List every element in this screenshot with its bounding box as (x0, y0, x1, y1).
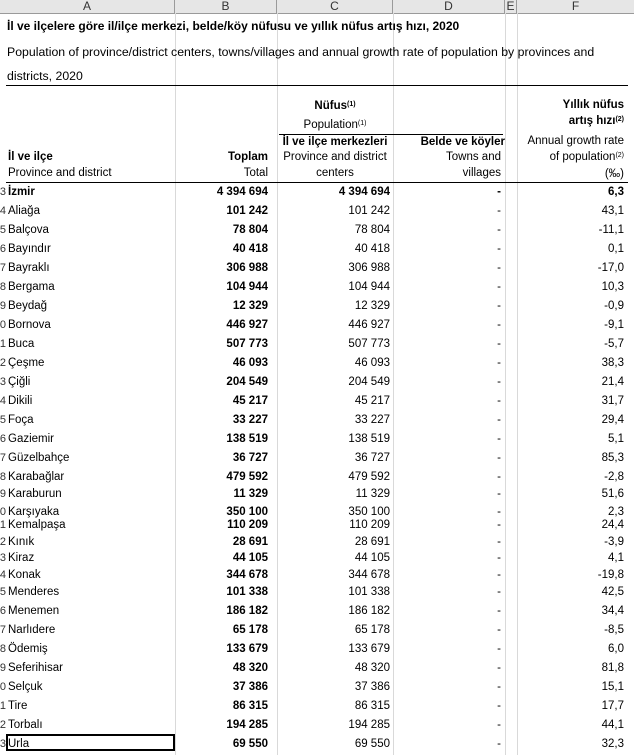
row-number[interactable]: 6 (0, 243, 6, 255)
header-merkez-en-2: centers (316, 167, 354, 179)
header-population: Population$^{(1)}$ (303, 119, 367, 131)
column-header-e[interactable]: E (505, 0, 517, 13)
header-province-district: Province and district (8, 167, 112, 179)
row-number[interactable]: 3 (0, 738, 6, 750)
row-villages-cell[interactable]: - (497, 243, 501, 255)
row-number[interactable]: 3 (0, 186, 6, 198)
row-centers-cell[interactable]: 46 093 (354, 357, 390, 369)
row-total-cell[interactable]: 40 418 (232, 243, 268, 255)
row-total-cell[interactable]: 138 519 (226, 433, 268, 445)
row-rate-cell[interactable]: 5,1 (608, 433, 624, 445)
row-rate-cell[interactable]: -11,1 (598, 224, 624, 236)
row-centers-cell[interactable]: 12 329 (354, 300, 390, 312)
row-villages-cell[interactable]: - (497, 552, 501, 564)
header-yillik-2: artış hızı$^{(2)}$ (568, 115, 624, 127)
row-name-cell[interactable]: Bayındır (8, 243, 51, 255)
row-number[interactable]: 5 (0, 414, 6, 426)
row-number[interactable]: 4 (0, 569, 6, 581)
row-villages-cell[interactable]: - (497, 662, 501, 674)
row-villages-cell[interactable]: - (497, 519, 501, 531)
row-rate-cell[interactable]: 29,4 (601, 414, 624, 426)
row-number[interactable]: 0 (0, 681, 6, 693)
row-rate-cell[interactable]: 24,4 (601, 519, 624, 531)
row-number[interactable]: 7 (0, 452, 6, 464)
row-rate-cell[interactable]: -17,0 (597, 262, 624, 274)
row-rate-cell[interactable]: 34,4 (601, 605, 624, 617)
row-name-cell[interactable]: Beydağ (8, 300, 48, 312)
row-number[interactable]: 7 (0, 624, 6, 636)
column-header-c[interactable]: C (277, 0, 393, 13)
row-centers-cell[interactable]: 86 315 (354, 700, 390, 712)
row-villages-cell[interactable]: - (497, 205, 501, 217)
row-rate-cell[interactable]: 10,3 (601, 281, 624, 293)
table-row[interactable] (0, 354, 634, 372)
row-villages-cell[interactable]: - (497, 506, 501, 518)
row-total-cell[interactable]: 104 944 (226, 281, 268, 293)
row-centers-cell[interactable]: 479 592 (348, 471, 390, 483)
row-total-cell[interactable]: 65 178 (232, 624, 268, 636)
header-annual-2: of population$^{(2)}$ (549, 151, 624, 163)
row-number[interactable]: 6 (0, 433, 6, 445)
row-number[interactable]: 4 (0, 205, 6, 217)
row-centers-cell[interactable]: 44 105 (354, 552, 390, 564)
row-name-cell[interactable]: Aliağa (8, 205, 40, 217)
row-name-cell[interactable]: Karaburun (8, 488, 62, 500)
row-rate-cell[interactable]: 51,6 (601, 488, 624, 500)
row-total-cell[interactable]: 507 773 (226, 338, 268, 350)
row-villages-cell[interactable]: - (497, 395, 501, 407)
row-name-cell[interactable]: Menderes (8, 586, 60, 598)
row-rate-cell[interactable]: 81,8 (601, 662, 624, 674)
row-centers-cell[interactable]: 48 320 (354, 662, 390, 674)
row-number[interactable]: 0 (0, 506, 6, 518)
row-number[interactable]: 5 (0, 224, 6, 236)
row-rate-cell[interactable]: 85,3 (601, 452, 624, 464)
row-total-cell[interactable]: 350 100 (226, 506, 268, 518)
row-centers-cell[interactable]: 37 386 (354, 681, 390, 693)
table-row[interactable] (0, 259, 634, 277)
row-rate-cell[interactable]: 43,1 (601, 205, 624, 217)
row-number[interactable]: 4 (0, 395, 6, 407)
table-row[interactable] (0, 602, 634, 620)
column-header-b[interactable]: B (175, 0, 277, 13)
column-header-a[interactable]: A (0, 0, 175, 13)
row-villages-cell[interactable]: - (497, 569, 501, 581)
row-rate-cell[interactable]: -8,5 (604, 624, 624, 636)
sheet-title: İl ve ilçelere göre il/ilçe merkezi, belde/köy nüfusu ve yıllık nüfus artış hızı, 2020 (7, 19, 460, 33)
row-total-cell[interactable]: 4 394 694 (216, 186, 268, 198)
header-belde: Belde ve köyler (420, 136, 505, 148)
row-total-cell[interactable]: 44 105 (232, 552, 268, 564)
row-total-cell[interactable]: 86 315 (232, 700, 268, 712)
header-villages: villages (462, 167, 501, 179)
row-centers-cell[interactable]: 101 338 (348, 586, 390, 598)
row-centers-cell[interactable]: 69 550 (354, 738, 390, 750)
row-number[interactable]: 3 (0, 552, 6, 564)
table-row[interactable] (0, 485, 634, 503)
row-name-cell[interactable]: Foça (8, 414, 34, 426)
row-total-cell[interactable]: 28 691 (232, 536, 268, 548)
table-row[interactable] (0, 221, 634, 239)
row-total-cell[interactable]: 344 678 (226, 569, 268, 581)
row-name-cell[interactable]: Menemen (8, 605, 60, 617)
row-name-cell[interactable]: Kemalpaşa (8, 519, 66, 531)
row-rate-cell[interactable]: 21,4 (601, 376, 624, 388)
row-villages-cell[interactable]: - (497, 738, 501, 750)
row-rate-cell[interactable]: 44,1 (601, 719, 624, 731)
row-villages-cell[interactable]: - (497, 262, 501, 274)
row-rate-cell[interactable]: -2,8 (604, 471, 624, 483)
row-total-cell[interactable]: 446 927 (226, 319, 268, 331)
row-centers-cell[interactable]: 194 285 (348, 719, 390, 731)
row-total-cell[interactable]: 204 549 (226, 376, 268, 388)
row-centers-cell[interactable]: 11 329 (355, 488, 390, 500)
row-number[interactable]: 1 (0, 519, 6, 531)
row-total-cell[interactable]: 37 386 (232, 681, 268, 693)
table-row[interactable] (0, 297, 634, 315)
table-row[interactable] (0, 335, 634, 353)
row-number[interactable]: 3 (0, 376, 6, 388)
row-total-cell[interactable]: 101 338 (226, 586, 268, 598)
row-name-cell[interactable]: Konak (8, 569, 41, 581)
table-row[interactable] (0, 430, 634, 448)
table-row[interactable] (0, 583, 634, 601)
header-top-border (6, 85, 628, 86)
row-rate-cell[interactable]: 15,1 (601, 681, 624, 693)
table-row[interactable] (0, 640, 634, 658)
row-villages-cell[interactable]: - (497, 338, 501, 350)
header-merkez-en-1: Province and district (283, 151, 387, 163)
row-centers-cell[interactable]: 344 678 (348, 569, 390, 581)
table-row[interactable] (0, 566, 634, 584)
table-row[interactable] (0, 373, 634, 391)
row-total-cell[interactable]: 78 804 (232, 224, 268, 236)
row-villages-cell[interactable]: - (497, 414, 501, 426)
table-row[interactable] (0, 468, 634, 486)
row-number[interactable]: 1 (0, 700, 6, 712)
row-rate-cell[interactable]: 4,1 (608, 552, 624, 564)
row-name-cell[interactable]: Karşıyaka (8, 506, 60, 518)
row-centers-cell[interactable]: 204 549 (348, 376, 390, 388)
row-villages-cell[interactable]: - (497, 319, 501, 331)
header-towns: Towns and (446, 151, 501, 163)
table-row[interactable] (0, 183, 634, 201)
table-row[interactable] (0, 678, 634, 696)
row-centers-cell[interactable]: 138 519 (348, 433, 390, 445)
row-total-cell[interactable]: 194 285 (226, 719, 268, 731)
row-name-cell[interactable]: Çeşme (8, 357, 45, 369)
row-centers-cell[interactable]: 36 727 (354, 452, 390, 464)
row-rate-cell[interactable]: 0,1 (608, 243, 624, 255)
row-number[interactable]: 9 (0, 300, 6, 312)
row-rate-cell[interactable]: -19,8 (597, 569, 624, 581)
row-total-cell[interactable]: 46 093 (232, 357, 268, 369)
row-villages-cell[interactable]: - (497, 488, 501, 500)
row-centers-cell[interactable]: 110 209 (349, 519, 390, 531)
row-number[interactable]: 2 (0, 719, 6, 731)
row-centers-cell[interactable]: 65 178 (354, 624, 390, 636)
row-number[interactable]: 2 (0, 357, 6, 369)
table-row[interactable] (0, 621, 634, 639)
row-centers-cell[interactable]: 507 773 (348, 338, 390, 350)
row-number[interactable]: 8 (0, 471, 6, 483)
row-centers-cell[interactable]: 306 988 (348, 262, 390, 274)
row-villages-cell[interactable]: - (497, 452, 501, 464)
table-row[interactable] (0, 202, 634, 220)
row-rate-cell[interactable]: 32,3 (601, 738, 624, 750)
row-number[interactable]: 6 (0, 605, 6, 617)
table-row[interactable] (0, 240, 634, 258)
column-header-d[interactable]: D (393, 0, 505, 13)
row-rate-cell[interactable]: -3,9 (604, 536, 624, 548)
row-name-cell[interactable]: Selçuk (8, 681, 43, 693)
row-rate-cell[interactable]: -9,1 (604, 319, 624, 331)
row-villages-cell[interactable]: - (497, 624, 501, 636)
row-name-cell[interactable]: Gaziemir (8, 433, 55, 445)
row-centers-cell[interactable]: 45 217 (354, 395, 390, 407)
header-yillik-1: Yıllık nüfus (562, 99, 624, 111)
row-total-cell[interactable]: 48 320 (232, 662, 268, 674)
row-rate-cell[interactable]: 42,5 (601, 586, 624, 598)
row-villages-cell[interactable]: - (497, 700, 501, 712)
row-name-cell[interactable]: Urla (8, 738, 30, 750)
table-row[interactable] (0, 516, 634, 534)
row-rate-cell[interactable]: -0,9 (604, 300, 624, 312)
row-name-cell[interactable]: Dikili (8, 395, 33, 407)
row-total-cell[interactable]: 306 988 (226, 262, 268, 274)
row-total-cell[interactable]: 36 727 (232, 452, 268, 464)
table-row[interactable] (0, 697, 634, 715)
row-centers-cell[interactable]: 350 100 (348, 506, 390, 518)
row-total-cell[interactable]: 133 679 (226, 643, 268, 655)
table-row[interactable] (0, 449, 634, 467)
row-centers-cell[interactable]: 133 679 (348, 643, 390, 655)
table-row[interactable] (0, 659, 634, 677)
row-number[interactable]: 9 (0, 662, 6, 674)
row-total-cell[interactable]: 101 242 (226, 205, 268, 217)
row-villages-cell[interactable]: - (497, 433, 501, 445)
row-rate-cell[interactable]: 2,3 (608, 506, 624, 518)
column-header-bar (0, 0, 634, 14)
row-total-cell[interactable]: 33 227 (232, 414, 268, 426)
row-rate-cell[interactable]: 6,0 (608, 643, 624, 655)
row-name-cell[interactable]: Balçova (8, 224, 49, 236)
header-permille: (‰) (604, 168, 624, 180)
row-name-cell[interactable]: Kınık (8, 536, 35, 548)
row-number[interactable]: 1 (0, 338, 6, 350)
row-number[interactable]: 5 (0, 586, 6, 598)
row-number[interactable]: 0 (0, 319, 6, 331)
row-villages-cell[interactable]: - (497, 719, 501, 731)
row-villages-cell[interactable]: - (497, 281, 501, 293)
row-centers-cell[interactable]: 446 927 (348, 319, 390, 331)
row-number[interactable]: 8 (0, 281, 6, 293)
row-name-cell[interactable]: Güzelbahçe (8, 452, 70, 464)
row-name-cell[interactable]: Bayraklı (8, 262, 50, 274)
row-villages-cell[interactable]: - (497, 300, 501, 312)
row-name-cell[interactable]: Seferihisar (8, 662, 63, 674)
row-total-cell[interactable]: 45 217 (232, 395, 268, 407)
selected-cell[interactable] (6, 734, 175, 751)
header-annual-1: Annual growth rate (527, 135, 624, 147)
header-toplam: Toplam (227, 151, 268, 163)
row-name-cell[interactable]: Kiraz (8, 552, 35, 564)
row-villages-cell[interactable]: - (497, 224, 501, 236)
row-centers-cell[interactable]: 104 944 (348, 281, 390, 293)
sheet-subtitle-line1: Population of province/district centers, towns/villages and annual growth rate of population by provinces and (7, 45, 595, 59)
row-centers-cell[interactable]: 186 182 (348, 605, 390, 617)
row-number[interactable]: 7 (0, 262, 6, 274)
row-name-cell[interactable]: Bornova (8, 319, 51, 331)
row-rate-cell[interactable]: 38,3 (601, 357, 624, 369)
row-name-cell[interactable]: Karabağlar (8, 471, 65, 483)
row-villages-cell[interactable]: - (497, 376, 501, 388)
row-villages-cell[interactable]: - (497, 471, 501, 483)
row-total-cell[interactable]: 12 329 (232, 300, 268, 312)
table-row[interactable] (0, 392, 634, 410)
table-row[interactable] (0, 549, 634, 567)
row-name-cell[interactable]: Buca (8, 338, 35, 350)
table-row[interactable] (0, 716, 634, 734)
row-total-cell[interactable]: 11 329 (233, 488, 268, 500)
header-total: Total (243, 167, 268, 179)
row-total-cell[interactable]: 479 592 (226, 471, 268, 483)
sheet-subtitle-line2: districts, 2020 (7, 69, 83, 83)
row-rate-cell[interactable]: 6,3 (608, 186, 624, 198)
row-centers-cell[interactable]: 101 242 (348, 205, 390, 217)
row-centers-cell[interactable]: 33 227 (354, 414, 390, 426)
row-number[interactable]: 8 (0, 643, 6, 655)
row-villages-cell[interactable]: - (497, 186, 501, 198)
row-villages-cell[interactable]: - (497, 357, 501, 369)
row-rate-cell[interactable]: 31,7 (601, 395, 624, 407)
column-header-f[interactable]: F (571, 0, 580, 13)
row-villages-cell[interactable]: - (497, 643, 501, 655)
row-name-cell[interactable]: Ödemiş (8, 643, 48, 655)
row-name-cell[interactable]: İzmir (8, 186, 35, 198)
row-name-cell[interactable]: Tire (8, 700, 28, 712)
row-centers-cell[interactable]: 28 691 (354, 536, 390, 548)
row-number[interactable]: 9 (0, 488, 6, 500)
row-centers-cell[interactable]: 40 418 (354, 243, 390, 255)
row-villages-cell[interactable]: - (497, 536, 501, 548)
row-centers-cell[interactable]: 78 804 (354, 224, 390, 236)
row-villages-cell[interactable]: - (497, 681, 501, 693)
table-row[interactable] (0, 316, 634, 334)
row-name-cell[interactable]: Torbalı (8, 719, 43, 731)
table-row[interactable] (0, 278, 634, 296)
row-name-cell[interactable]: Narlıdere (8, 624, 56, 636)
row-name-cell[interactable]: Çiğli (8, 376, 31, 388)
header-nufus: Nüfus$^{(1)}$ (314, 100, 356, 112)
table-row[interactable] (0, 411, 634, 429)
row-rate-cell[interactable]: -5,7 (604, 338, 624, 350)
header-il-ilce: İl ve ilçe (8, 151, 53, 163)
header-merkez: İl ve ilçe merkezleri (282, 136, 388, 148)
row-total-cell[interactable]: 69 550 (232, 738, 268, 750)
row-number[interactable]: 2 (0, 536, 6, 548)
row-villages-cell[interactable]: - (497, 586, 501, 598)
row-centers-cell[interactable]: 4 394 694 (338, 186, 390, 198)
row-total-cell[interactable]: 186 182 (226, 605, 268, 617)
row-villages-cell[interactable]: - (497, 605, 501, 617)
row-name-cell[interactable]: Bergama (8, 281, 55, 293)
row-total-cell[interactable]: 110 209 (227, 519, 268, 531)
row-rate-cell[interactable]: 17,7 (601, 700, 624, 712)
